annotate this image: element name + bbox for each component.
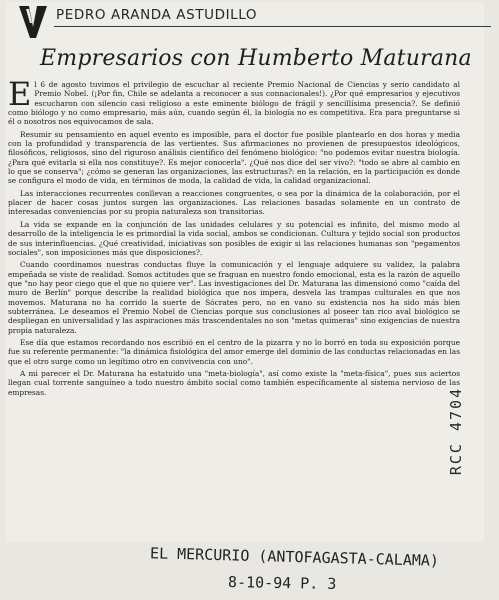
paragraph: Resumir su pensamiento en aquel evento es imposible, para el doctor fue posible plantearlo en dos horas y media con la profundidad y transparencia de las vertientes. Sus afirmaciones no provienen de presupuestos ideológicos, filosóficos, religiosos, sino del riguroso análisis científico del fenómeno biológico: "no podemos evitar nuestra biología. ¿Para qué evitarla si ella nos constituye?. Es mejor conocerla". ¿Qué nos dice del ser vivo?: "todo se abre al cambio en lo que se conserva"; ¿cómo se generan las organizaciones, las estructuras?: en la relación, en la participación es donde se configura el modo de vida, en términos de moda, la calidad de vida, la calidad organizacional. [8,129,460,186]
archive-code-annotation [447,360,488,500]
paragraph: Las interacciones recurrentes conllevan a reacciones congruentes, o sea por la dinámica de la colaboración, por el placer de hacer cosas juntos surgen las organizaciones. Las relaciones basadas solamente en un contrato de interesadas conveniencias por su propia naturaleza son transitorias. [8,188,460,217]
paragraph: La vida se expande en la conjunción de las unidades celulares y su potencial es infinito, del mismo modo al desarrollo de la inteligencia le es primordial la vida social, ambos se condicionan. Cultura y tejido social son productos de sus interinfluencias. ¿Qué creatividad, iniciativas son posibles de exigir si las relaciones humanas son "pegamentos sociales", son imposiciones más que disposiciones?. [8,219,460,257]
drop-cap: E [8,75,32,113]
source-annotation: EL MERCURIO (ANTOFAGASTA-CALAMA) [149,544,440,570]
header-rule [54,26,491,27]
author-byline: PEDRO ARANDA ASTUDILLO [56,7,258,23]
article-headline: Empresarios con Humberto Maturana [40,46,472,71]
paragraph: A mi parecer el Dr. Maturana ha estatuido una "meta-biología", así como existe la "meta-física", pues sus aciertos llegan cual torrente sanguíneo a todo nuestro ámbito social como también específicamente al sistema nervioso de las empresas. [8,368,460,397]
article-body [8,75,460,400]
newspaper-logo-icon [18,5,48,39]
date-page-annotation: 8-10-94 P. 3 [227,573,337,593]
paragraph: El 6 de agosto tuvimos el privilegio de escuchar al reciente Premio Nacional de Ciencias y serio candidato al Premio Nobel. (¡Por fin, Chile se adelanta a reconocer a sus connacionales!). ¿Por qué empresarios y ejecutivos escucharon con silencio casi religioso a este eminente biólogo de frágil y sencillísima presencia?. Se definió como biólogo y no como empresario, más aún, cuando según él, la biología no es competitiva. Era para preguntarse si él o nosotros nos equivocamos de sala. [8,75,460,127]
archive-code-text: RCC 4704 [447,386,466,476]
paragraph: Ese día que estamos recordando nos escribió en el centro de la pizarra y no lo borró en toda su exposición porque fue su referente permanente: "la dinámica fisiológica del amor emerge del dominio de las conductas relacionadas en las que el otro surge como un legítimo otro en convivencia con uno". [8,337,460,366]
paragraph: Cuando coordinamos nuestras conductas fluye la comunicación y el lenguaje adquiere su validez, la palabra empeñada se viste de realidad. Somos actitudes que se fraguan en nuestro fondo emocional, esta es la razón de aquello que "no hay peor ciego que el que no quiere ver". Las investigaciones del Dr. Maturana las dimensionó como "caída del muro de Berlín" porque describe la realidad biológica que nos impera, desvela las trampas culturales en que nos movemos. Maturana no ha corrido la suerte de Sócrates pero, no en vano su existencia nos ha sido más bien subterránea. Le deseamos el Premio Nobel de Ciencias porque sus conclusiones al poseer tan rico aval biológico se despliegan en universalidad y las aspiraciones más trascendentales no son "metas quimeras" sino exigencias de nuestra propia naturaleza. [8,260,460,335]
